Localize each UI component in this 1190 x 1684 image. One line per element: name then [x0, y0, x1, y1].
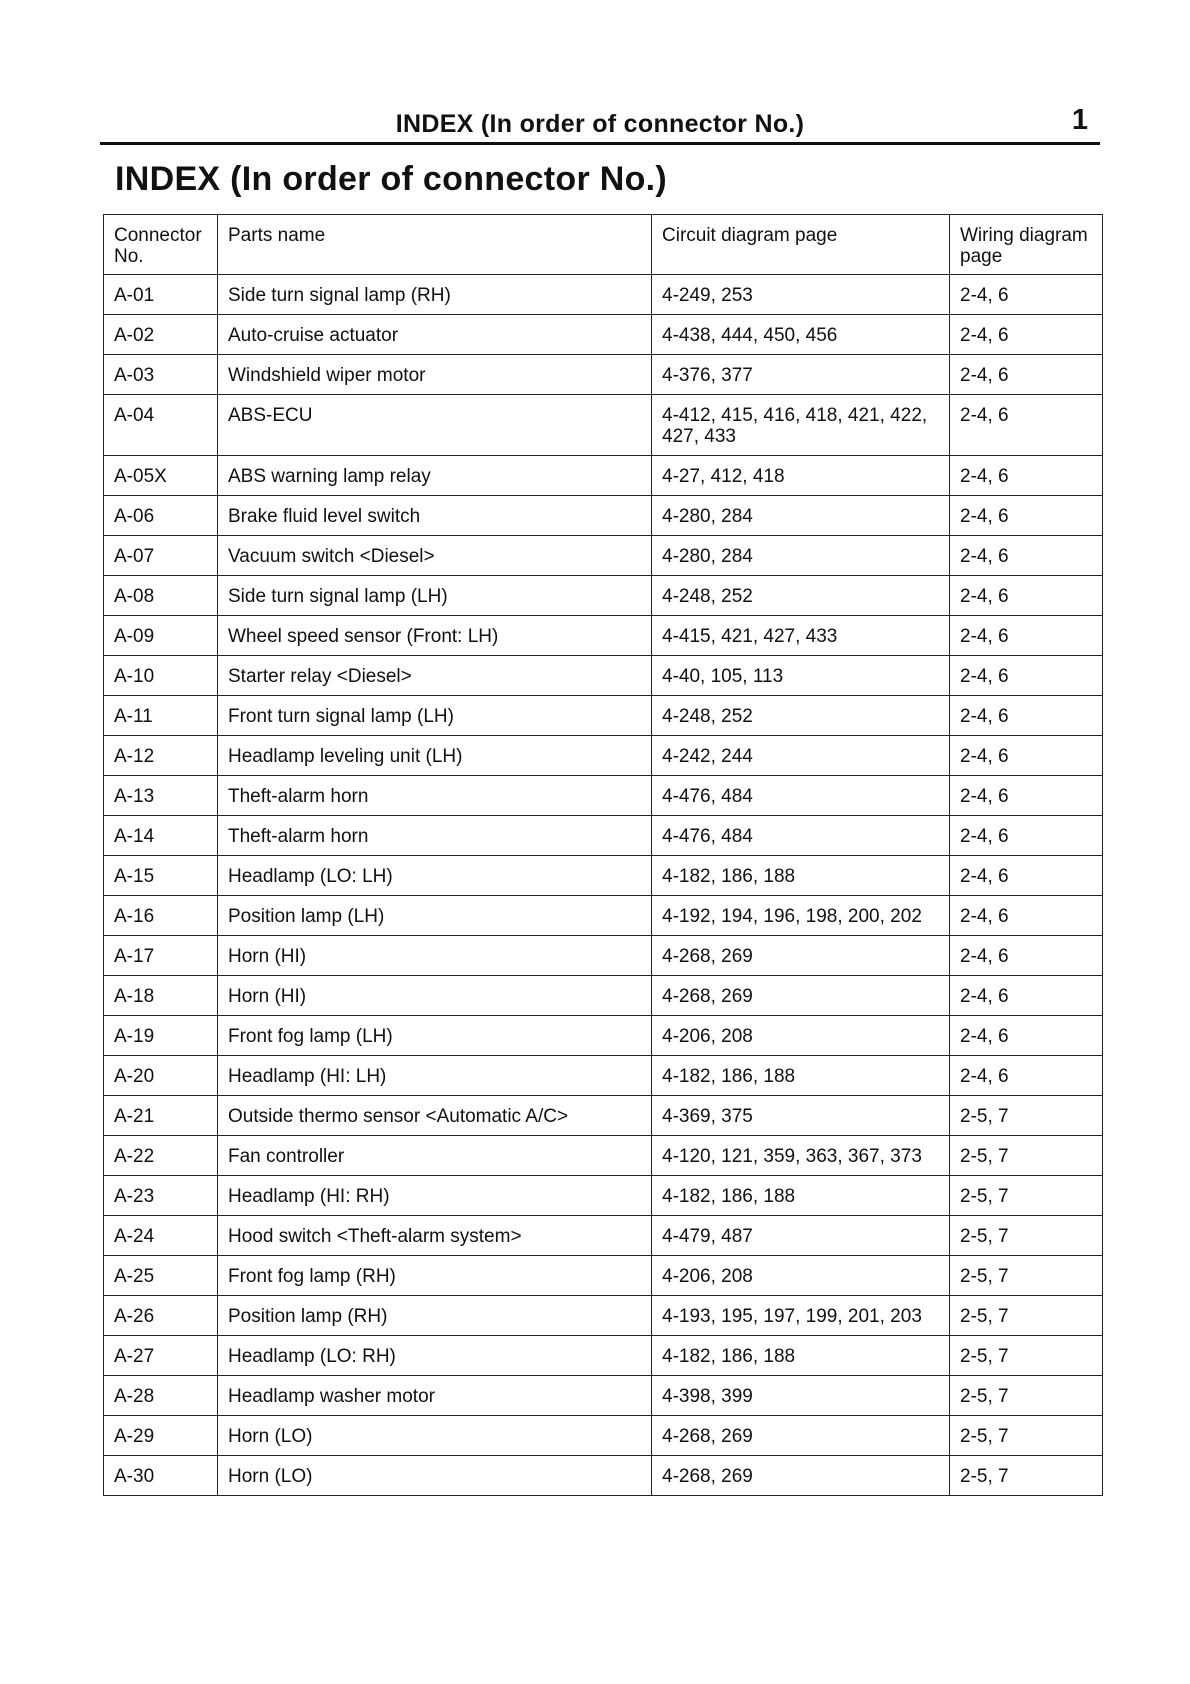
cell-connector-no: A-26 [104, 1296, 218, 1336]
cell-connector-no: A-08 [104, 576, 218, 616]
running-header [100, 104, 1100, 144]
cell-circuit-page: 4-280, 284 [652, 536, 950, 576]
cell-connector-no: A-11 [104, 696, 218, 736]
table-row [104, 315, 1103, 355]
table-row [104, 656, 1103, 696]
cell-connector-no: A-22 [104, 1136, 218, 1176]
cell-circuit-page: 4-268, 269 [652, 1416, 950, 1456]
table-row [104, 1296, 1103, 1336]
cell-wiring-page: 2-5, 7 [950, 1296, 1103, 1336]
table-row [104, 1016, 1103, 1056]
cell-circuit-page: 4-398, 399 [652, 1376, 950, 1416]
cell-wiring-page: 2-4, 6 [950, 536, 1103, 576]
cell-connector-no: A-02 [104, 315, 218, 355]
cell-wiring-page: 2-4, 6 [950, 315, 1103, 355]
column-header-parts-name: Parts name [218, 215, 652, 275]
cell-circuit-page: 4-242, 244 [652, 736, 950, 776]
cell-connector-no: A-03 [104, 355, 218, 395]
cell-parts-name: Headlamp leveling unit (LH) [218, 736, 652, 776]
cell-connector-no: A-07 [104, 536, 218, 576]
cell-wiring-page: 2-4, 6 [950, 856, 1103, 896]
cell-wiring-page: 2-5, 7 [950, 1096, 1103, 1136]
cell-connector-no: A-06 [104, 496, 218, 536]
table-row [104, 776, 1103, 816]
cell-parts-name: Starter relay <Diesel> [218, 656, 652, 696]
cell-connector-no: A-20 [104, 1056, 218, 1096]
table-row [104, 1336, 1103, 1376]
cell-parts-name: Headlamp (LO: RH) [218, 1336, 652, 1376]
cell-connector-no: A-16 [104, 896, 218, 936]
table-row [104, 856, 1103, 896]
cell-parts-name: Side turn signal lamp (LH) [218, 576, 652, 616]
table-row [104, 896, 1103, 936]
table-row [104, 976, 1103, 1016]
cell-parts-name: Outside thermo sensor <Automatic A/C> [218, 1096, 652, 1136]
cell-wiring-page: 2-4, 6 [950, 936, 1103, 976]
cell-connector-no: A-28 [104, 1376, 218, 1416]
cell-parts-name: ABS warning lamp relay [218, 456, 652, 496]
cell-parts-name: Theft-alarm horn [218, 816, 652, 856]
cell-connector-no: A-09 [104, 616, 218, 656]
cell-circuit-page: 4-476, 484 [652, 776, 950, 816]
cell-parts-name: Headlamp (LO: LH) [218, 856, 652, 896]
table-row [104, 536, 1103, 576]
column-header-wiring-page: Wiring diagram page [950, 215, 1103, 275]
cell-parts-name: Windshield wiper motor [218, 355, 652, 395]
column-header-circuit-page: Circuit diagram page [652, 215, 950, 275]
cell-parts-name: Side turn signal lamp (RH) [218, 275, 652, 315]
cell-wiring-page: 2-4, 6 [950, 816, 1103, 856]
cell-circuit-page: 4-193, 195, 197, 199, 201, 203 [652, 1296, 950, 1336]
table-row [104, 275, 1103, 315]
cell-circuit-page: 4-479, 487 [652, 1216, 950, 1256]
cell-circuit-page: 4-182, 186, 188 [652, 1336, 950, 1376]
cell-connector-no: A-04 [104, 395, 218, 456]
table-row [104, 616, 1103, 656]
table-row [104, 816, 1103, 856]
cell-wiring-page: 2-4, 6 [950, 275, 1103, 315]
cell-wiring-page: 2-5, 7 [950, 1176, 1103, 1216]
cell-parts-name: Front fog lamp (RH) [218, 1256, 652, 1296]
cell-circuit-page: 4-268, 269 [652, 976, 950, 1016]
cell-connector-no: A-27 [104, 1336, 218, 1376]
table-row [104, 576, 1103, 616]
cell-parts-name: Wheel speed sensor (Front: LH) [218, 616, 652, 656]
cell-wiring-page: 2-4, 6 [950, 896, 1103, 936]
table-row [104, 395, 1103, 456]
cell-circuit-page: 4-206, 208 [652, 1256, 950, 1296]
cell-circuit-page: 4-280, 284 [652, 496, 950, 536]
cell-wiring-page: 2-4, 6 [950, 456, 1103, 496]
cell-circuit-page: 4-376, 377 [652, 355, 950, 395]
cell-wiring-page: 2-4, 6 [950, 496, 1103, 536]
cell-wiring-page: 2-5, 7 [950, 1216, 1103, 1256]
table-row [104, 1416, 1103, 1456]
cell-connector-no: A-24 [104, 1216, 218, 1256]
table-row [104, 1096, 1103, 1136]
cell-connector-no: A-01 [104, 275, 218, 315]
cell-parts-name: Theft-alarm horn [218, 776, 652, 816]
page-title: INDEX (In order of connector No.) [115, 160, 668, 198]
cell-wiring-page: 2-5, 7 [950, 1456, 1103, 1496]
table-row [104, 1176, 1103, 1216]
table-row [104, 1056, 1103, 1096]
cell-circuit-page: 4-268, 269 [652, 1456, 950, 1496]
cell-parts-name: Horn (LO) [218, 1456, 652, 1496]
running-title: INDEX (In order of connector No.) [395, 110, 805, 138]
connector-index-table [103, 214, 1103, 1496]
cell-circuit-page: 4-40, 105, 113 [652, 656, 950, 696]
cell-wiring-page: 2-4, 6 [950, 1016, 1103, 1056]
cell-circuit-page: 4-192, 194, 196, 198, 200, 202 [652, 896, 950, 936]
table-row [104, 1256, 1103, 1296]
cell-circuit-page: 4-249, 253 [652, 275, 950, 315]
cell-wiring-page: 2-4, 6 [950, 976, 1103, 1016]
cell-parts-name: Fan controller [218, 1136, 652, 1176]
cell-connector-no: A-15 [104, 856, 218, 896]
cell-parts-name: Horn (LO) [218, 1416, 652, 1456]
cell-circuit-page: 4-369, 375 [652, 1096, 950, 1136]
table-row [104, 936, 1103, 976]
cell-wiring-page: 2-4, 6 [950, 576, 1103, 616]
table-row [104, 1216, 1103, 1256]
cell-circuit-page: 4-248, 252 [652, 576, 950, 616]
cell-parts-name: Front fog lamp (LH) [218, 1016, 652, 1056]
cell-circuit-page: 4-476, 484 [652, 816, 950, 856]
cell-connector-no: A-23 [104, 1176, 218, 1216]
column-header-connector: Connector No. [104, 215, 218, 275]
cell-parts-name: Position lamp (LH) [218, 896, 652, 936]
cell-connector-no: A-17 [104, 936, 218, 976]
cell-wiring-page: 2-5, 7 [950, 1256, 1103, 1296]
cell-wiring-page: 2-5, 7 [950, 1136, 1103, 1176]
table-row [104, 496, 1103, 536]
cell-parts-name: Front turn signal lamp (LH) [218, 696, 652, 736]
cell-parts-name: Auto-cruise actuator [218, 315, 652, 355]
cell-circuit-page: 4-206, 208 [652, 1016, 950, 1056]
cell-wiring-page: 2-5, 7 [950, 1416, 1103, 1456]
cell-wiring-page: 2-4, 6 [950, 355, 1103, 395]
table-row [104, 1456, 1103, 1496]
cell-wiring-page: 2-5, 7 [950, 1376, 1103, 1416]
cell-wiring-page: 2-4, 6 [950, 1056, 1103, 1096]
cell-wiring-page: 2-5, 7 [950, 1336, 1103, 1376]
cell-parts-name: Headlamp (HI: LH) [218, 1056, 652, 1096]
cell-connector-no: A-19 [104, 1016, 218, 1056]
cell-parts-name: Headlamp washer motor [218, 1376, 652, 1416]
table-row [104, 1136, 1103, 1176]
cell-parts-name: Headlamp (HI: RH) [218, 1176, 652, 1216]
cell-wiring-page: 2-4, 6 [950, 395, 1103, 456]
header-rule [100, 142, 1100, 145]
cell-circuit-page: 4-438, 444, 450, 456 [652, 315, 950, 355]
cell-parts-name: Horn (HI) [218, 976, 652, 1016]
cell-connector-no: A-10 [104, 656, 218, 696]
cell-circuit-page: 4-268, 269 [652, 936, 950, 976]
table-row [104, 1376, 1103, 1416]
cell-connector-no: A-05X [104, 456, 218, 496]
cell-circuit-page: 4-412, 415, 416, 418, 421, 422, 427, 433 [652, 395, 950, 456]
cell-connector-no: A-30 [104, 1456, 218, 1496]
cell-parts-name: Horn (HI) [218, 936, 652, 976]
cell-wiring-page: 2-4, 6 [950, 616, 1103, 656]
table-row [104, 696, 1103, 736]
cell-parts-name: Vacuum switch <Diesel> [218, 536, 652, 576]
cell-parts-name: Brake fluid level switch [218, 496, 652, 536]
cell-wiring-page: 2-4, 6 [950, 776, 1103, 816]
table-row [104, 736, 1103, 776]
cell-circuit-page: 4-182, 186, 188 [652, 1176, 950, 1216]
cell-connector-no: A-21 [104, 1096, 218, 1136]
cell-connector-no: A-12 [104, 736, 218, 776]
cell-circuit-page: 4-120, 121, 359, 363, 367, 373 [652, 1136, 950, 1176]
cell-wiring-page: 2-4, 6 [950, 736, 1103, 776]
cell-connector-no: A-25 [104, 1256, 218, 1296]
cell-circuit-page: 4-182, 186, 188 [652, 1056, 950, 1096]
cell-parts-name: ABS-ECU [218, 395, 652, 456]
cell-circuit-page: 4-248, 252 [652, 696, 950, 736]
cell-wiring-page: 2-4, 6 [950, 656, 1103, 696]
cell-connector-no: A-18 [104, 976, 218, 1016]
cell-connector-no: A-29 [104, 1416, 218, 1456]
cell-parts-name: Position lamp (RH) [218, 1296, 652, 1336]
table-header-row [104, 215, 1103, 275]
cell-connector-no: A-14 [104, 816, 218, 856]
cell-circuit-page: 4-415, 421, 427, 433 [652, 616, 950, 656]
page-number: 1 [1071, 104, 1088, 136]
cell-connector-no: A-13 [104, 776, 218, 816]
table-body [104, 275, 1103, 1496]
cell-circuit-page: 4-27, 412, 418 [652, 456, 950, 496]
table-row [104, 355, 1103, 395]
table-row [104, 456, 1103, 496]
cell-wiring-page: 2-4, 6 [950, 696, 1103, 736]
cell-parts-name: Hood switch <Theft-alarm system> [218, 1216, 652, 1256]
cell-circuit-page: 4-182, 186, 188 [652, 856, 950, 896]
